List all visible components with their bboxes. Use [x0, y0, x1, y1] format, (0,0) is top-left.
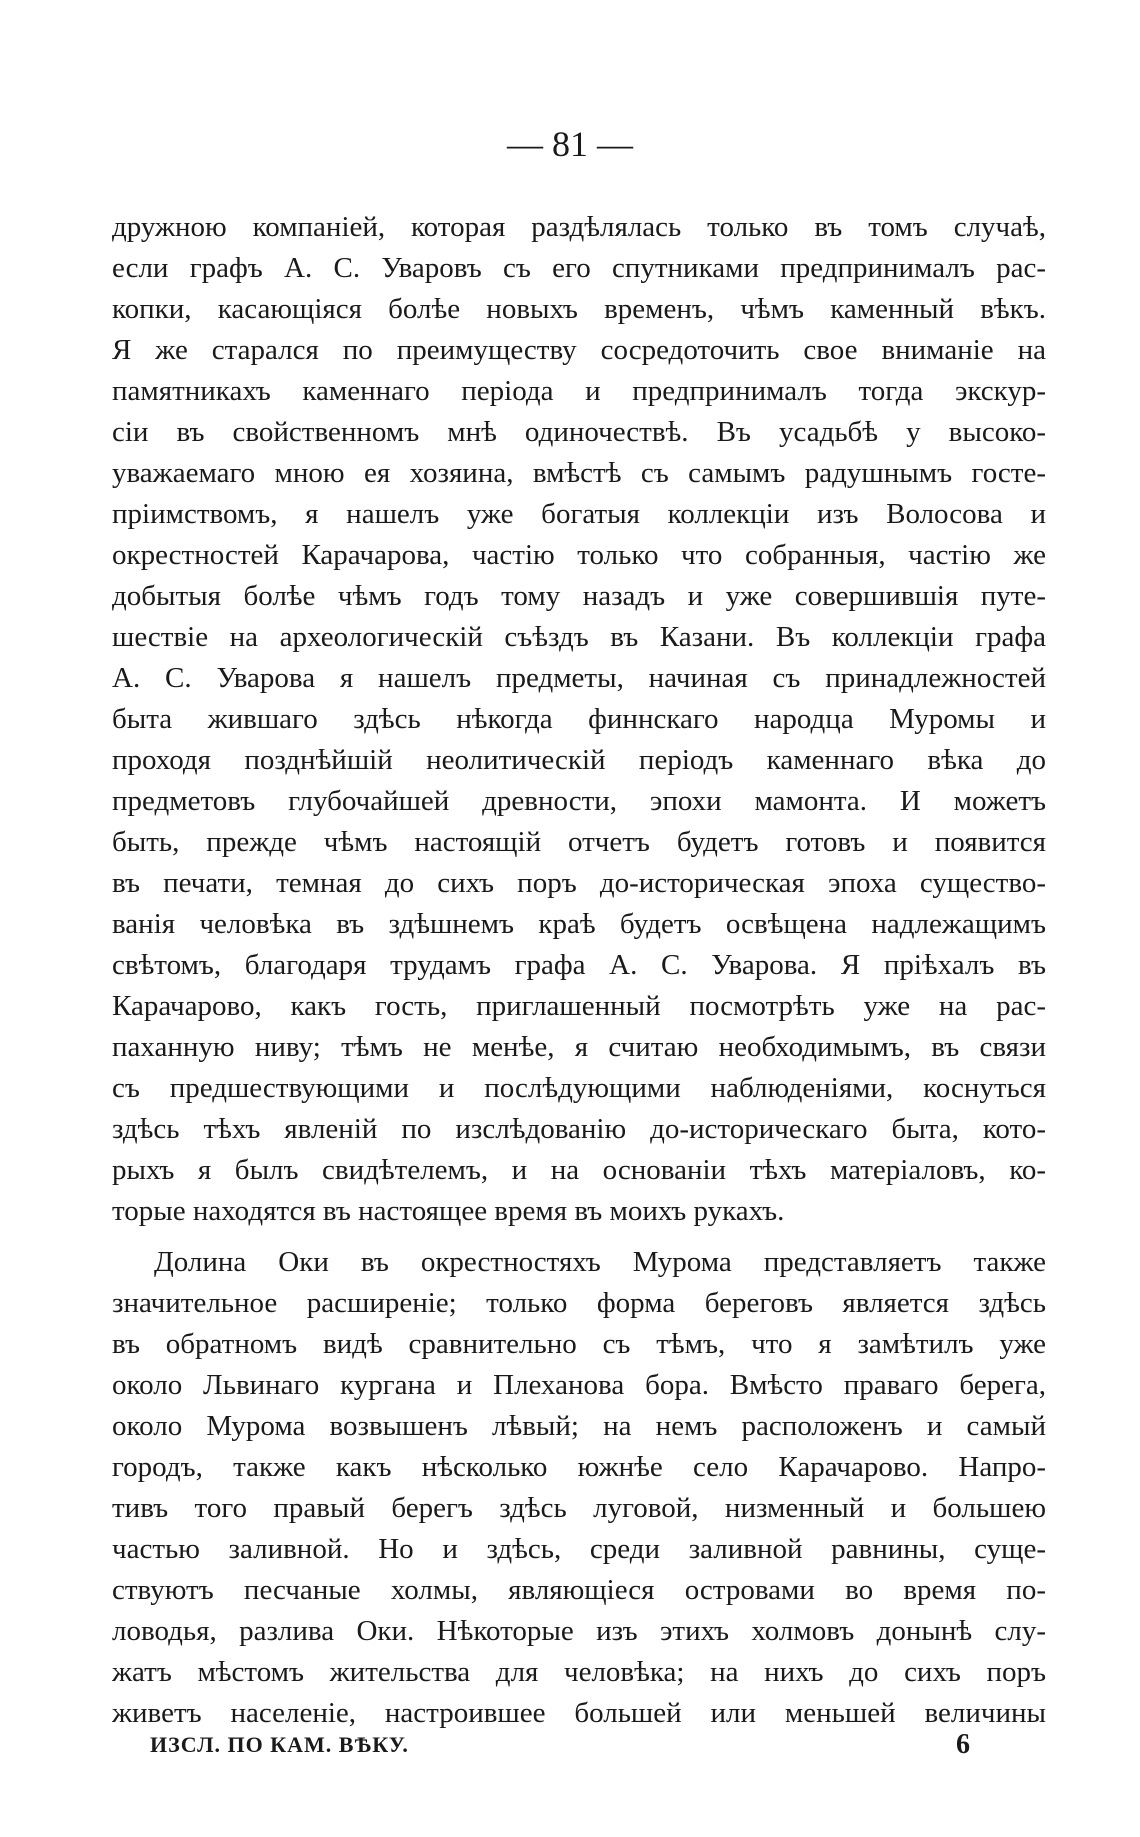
text-line: памятникахъ каменнаго періода и предпринималъ тогда экскур-: [112, 375, 1046, 407]
text-line: въ обратномъ видѣ сравнительно съ тѣмъ, что я замѣтилъ уже: [112, 1328, 1046, 1360]
text-line: около Мурома возвышенъ лѣвый; на немъ расположенъ и самый: [112, 1410, 1046, 1442]
text-line: окрестностей Карачарова, частію только что собранныя, частію же: [112, 539, 1046, 571]
text-line: быта жившаго здѣсь нѣкогда финнскаго народца Муромы и: [112, 703, 1046, 735]
text-line: торые находятся въ настоящее время въ моихъ рукахъ.: [112, 1195, 785, 1227]
page-footer: [150, 1728, 970, 1762]
footer-sheet-number: 6: [956, 1729, 970, 1760]
text-line: значительное расширеніе; только форма береговъ является здѣсь: [112, 1287, 1046, 1319]
text-line: предметовъ глубочайшей древности, эпохи мамонта. И можетъ: [112, 785, 1046, 817]
text-line: жатъ мѣстомъ жительства для человѣка; на нихъ до сихъ поръ: [112, 1656, 1046, 1688]
text-line: въ печати, темная до сихъ поръ до-историческая эпоха существо-: [112, 867, 1046, 899]
text-line: съ предшествующими и послѣдующими наблюденіями, коснуться: [112, 1072, 1046, 1104]
text-line: Долина Оки въ окрестностяхъ Мурома представляетъ также: [154, 1246, 1046, 1278]
text-line: дружною компаніей, которая раздѣлялась только въ томъ случаѣ,: [112, 211, 1046, 243]
page-number: — 81 —: [507, 124, 633, 164]
text-line: ствуютъ песчаные холмы, являющіеся островами во время по-: [112, 1574, 1046, 1606]
text-line: частью заливной. Но и здѣсь, среди заливной равнины, суще-: [112, 1533, 1046, 1565]
text-line: проходя позднѣйшій неолитическій періодъ каменнаго вѣка до: [112, 744, 1046, 776]
text-line: рыхъ я былъ свидѣтелемъ, и на основаніи тѣхъ матеріаловъ, ко-: [112, 1154, 1046, 1186]
text-line: добытыя болѣе чѣмъ годъ тому назадъ и уже совершившія путе-: [112, 580, 1046, 612]
paragraph-2: [112, 1242, 1046, 1734]
text-line: Карачарово, какъ гость, приглашенный посмотрѣть уже на рас-: [112, 990, 1046, 1022]
text-line: около Львинаго кургана и Плеханова бора. Вмѣсто праваго берега,: [112, 1369, 1046, 1401]
text-line: свѣтомъ, благодаря трудамъ графа А. С. Уварова. Я пріѣхалъ въ: [112, 949, 1046, 981]
footer-signature: ИЗСЛ. ПО КАМ. ВѢКУ.: [150, 1732, 409, 1757]
text-line: сіи въ свойственномъ мнѣ одиночествѣ. Въ усадьбѣ у высоко-: [112, 416, 1046, 448]
text-line: пріимствомъ, я нашелъ уже богатыя коллекціи изъ Волосова и: [112, 498, 1046, 530]
text-line: паханную ниву; тѣмъ не менѣе, я считаю необходимымъ, въ связи: [112, 1031, 1046, 1063]
text-line: ванія человѣка въ здѣшнемъ краѣ будетъ освѣщена надлежащимъ: [112, 908, 1046, 940]
text-line: копки, касающіяся болѣе новыхъ временъ, чѣмъ каменный вѣкъ.: [112, 293, 1046, 325]
text-line: А. С. Уварова я нашелъ предметы, начиная съ принадлежностей: [112, 662, 1046, 694]
text-line: Я же старался по преимуществу сосредоточить свое вниманіе на: [112, 334, 1046, 366]
text-line: ловодья, разлива Оки. Нѣкоторые изъ этихъ холмовъ донынѣ слу-: [112, 1615, 1046, 1647]
text-line: здѣсь тѣхъ явленій по изслѣдованію до-историческаго быта, кото-: [112, 1113, 1046, 1145]
text-line: живетъ населеніе, настроившее большей или меньшей величины: [112, 1697, 1046, 1729]
text-line: быть, прежде чѣмъ настоящій отчетъ будетъ готовъ и появится: [112, 826, 1046, 858]
text-line: уважаемаго мною ея хозяина, вмѣстѣ съ самымъ радушнымъ госте-: [112, 457, 1046, 489]
text-line: шествіе на археологическій съѣздъ въ Казани. Въ коллекціи графа: [112, 621, 1046, 653]
text-line: если графъ А. С. Уваровъ съ его спутниками предпринималъ рас-: [112, 252, 1046, 284]
text-line: городъ, также какъ нѣсколько южнѣе село Карачарово. Напро-: [112, 1451, 1046, 1483]
paragraph-1: [112, 207, 1046, 1232]
text-line: тивъ того правый берегъ здѣсь луговой, низменный и большею: [112, 1492, 1046, 1524]
